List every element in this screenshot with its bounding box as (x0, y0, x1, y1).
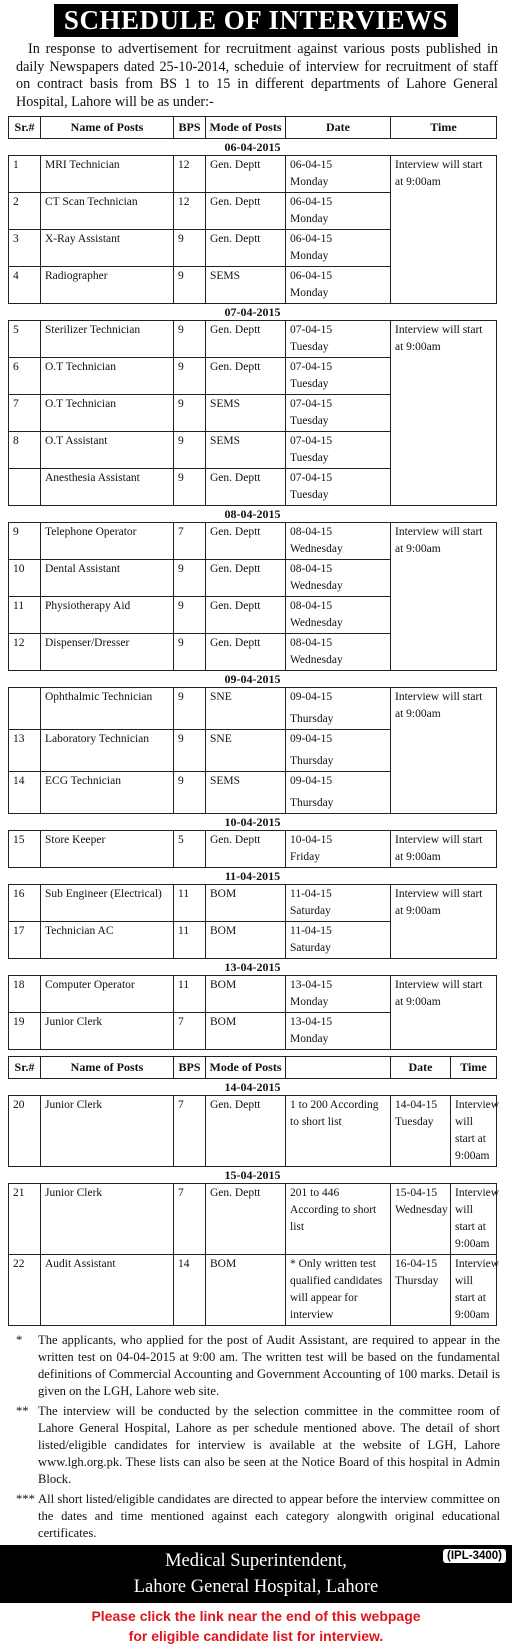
mode-cell: Gen. Deptt (206, 560, 286, 597)
date-group-label: 09-04-2015 (224, 672, 281, 686)
date-cell (391, 1096, 451, 1167)
table-row (9, 831, 497, 868)
date-group-row (9, 139, 497, 156)
post-cell: Junior Clerk (41, 1013, 174, 1050)
day-value: Wednesday (290, 543, 343, 555)
post-cell: CT Scan Technician (41, 193, 174, 230)
date-cell (286, 358, 391, 395)
post-cell: Sub Engineer (Electrical) (41, 885, 174, 922)
table-row (9, 1255, 497, 1326)
day-value: Tuesday (290, 452, 329, 464)
signature-footer (0, 1545, 512, 1603)
sr-cell: 11 (9, 597, 41, 634)
mode-cell: Gen. Deptt (206, 597, 286, 634)
date-group-row (9, 959, 497, 976)
table-row (9, 976, 497, 1013)
date-value: 09-04-15 (290, 775, 333, 787)
time-cell: Interview will start at 9:00am (451, 1096, 497, 1167)
day-value: Tuesday (290, 378, 329, 390)
date-cell (286, 267, 391, 304)
bps-cell: 11 (174, 922, 206, 959)
bps-cell: 9 (174, 469, 206, 506)
sr-cell: 8 (9, 432, 41, 469)
mode-cell: BOM (206, 922, 286, 959)
table-row (9, 1096, 497, 1167)
mode-cell: Gen. Deptt (206, 634, 286, 671)
bps-cell: 9 (174, 560, 206, 597)
post-cell: Telephone Operator (41, 523, 174, 560)
date-group-label: 13-04-2015 (224, 960, 281, 974)
post-cell: ECG Technician (41, 772, 174, 814)
mode-cell: SEMS (206, 267, 286, 304)
bps-cell: 9 (174, 358, 206, 395)
table-row (9, 688, 497, 730)
date-cell (286, 772, 391, 814)
note-mark: ** (16, 1404, 29, 1418)
day-value: Wednesday (290, 617, 343, 629)
date-value: 09-04-15 (290, 691, 333, 703)
col-header-bps: BPS (174, 1057, 206, 1079)
notes-section (16, 1332, 500, 1542)
day-value: Monday (290, 176, 329, 188)
day-value: Tuesday (290, 415, 329, 427)
post-cell: Junior Clerk (41, 1096, 174, 1167)
note-text: All short listed/eligible candidates are directed to appear before the interview committee on the dates and time mentioned against each category alongwith original educational certificates. (38, 1492, 500, 1540)
day-value: Thursday (290, 713, 334, 725)
post-cell: Anesthesia Assistant (41, 469, 174, 506)
date-cell (286, 560, 391, 597)
note-item (16, 1403, 500, 1488)
date-value: 08-04-15 (290, 600, 333, 612)
date-value: 10-04-15 (290, 834, 333, 846)
schedule-table-2 (8, 1056, 500, 1326)
date-value: 07-04-15 (290, 435, 333, 447)
bps-cell: 7 (174, 1013, 206, 1050)
day-value: Thursday (395, 1275, 439, 1287)
bps-cell: 7 (174, 1096, 206, 1167)
note-item (16, 1332, 500, 1400)
post-cell: Technician AC (41, 922, 174, 959)
mode-cell: SNE (206, 730, 286, 772)
mode-cell: SNE (206, 688, 286, 730)
date-value: 07-04-15 (290, 398, 333, 410)
date-group-row (9, 1079, 497, 1096)
date-cell (286, 634, 391, 671)
link-notice (0, 1603, 512, 1646)
sr-cell: 1 (9, 156, 41, 193)
day-value: Wednesday (290, 580, 343, 592)
day-value: Wednesday (290, 654, 343, 666)
date-value: 08-04-15 (290, 563, 333, 575)
post-cell: Computer Operator (41, 976, 174, 1013)
col-header-date: Date (391, 1057, 451, 1079)
bps-cell: 9 (174, 267, 206, 304)
time-cell: Interview will start at 9:00am (391, 885, 497, 959)
note-item (16, 1491, 500, 1542)
post-cell: Store Keeper (41, 831, 174, 868)
bps-cell: 12 (174, 156, 206, 193)
bps-cell: 9 (174, 395, 206, 432)
col-header-post: Name of Posts (41, 1057, 174, 1079)
sr-cell: 14 (9, 772, 41, 814)
date-value: 14-04-15 (395, 1099, 438, 1111)
mode-cell: Gen. Deptt (206, 230, 286, 267)
date-cell (286, 193, 391, 230)
sr-cell (9, 469, 41, 506)
mode-cell: Gen. Deptt (206, 469, 286, 506)
mode-cell: Gen. Deptt (206, 1096, 286, 1167)
date-group-row (9, 506, 497, 523)
sr-cell (9, 688, 41, 730)
table-header-row (9, 1057, 497, 1079)
schedule-table-1 (8, 116, 497, 1050)
notice-line-2: for eligible candidate list for interview. (128, 1628, 384, 1644)
col-header-time: Time (391, 117, 497, 139)
day-value: Tuesday (290, 341, 329, 353)
col-header-post: Name of Posts (41, 117, 174, 139)
bps-cell: 11 (174, 885, 206, 922)
sr-cell: 9 (9, 523, 41, 560)
day-value: Thursday (290, 797, 334, 809)
time-cell: Interview will start at 9:00am (451, 1184, 497, 1255)
range-cell: * Only written test qualified candidates will appear for interview (286, 1255, 391, 1326)
date-group-row (9, 868, 497, 885)
col-header-range (286, 1057, 391, 1079)
date-group-label: 11-04-2015 (224, 869, 281, 883)
date-cell (286, 831, 391, 868)
date-cell (286, 321, 391, 358)
post-cell: Audit Assistant (41, 1255, 174, 1326)
day-value: Monday (290, 250, 329, 262)
date-group-label: 15-04-2015 (224, 1168, 281, 1182)
sr-cell: 13 (9, 730, 41, 772)
mode-cell: Gen. Deptt (206, 193, 286, 230)
post-cell: Physiotherapy Aid (41, 597, 174, 634)
post-cell: Radiographer (41, 267, 174, 304)
mode-cell: Gen. Deptt (206, 523, 286, 560)
date-cell (286, 885, 391, 922)
date-cell (286, 597, 391, 634)
date-cell (391, 1255, 451, 1326)
sr-cell: 2 (9, 193, 41, 230)
date-group-label: 07-04-2015 (224, 305, 281, 319)
sr-cell: 19 (9, 1013, 41, 1050)
day-value: Saturday (290, 905, 331, 917)
time-cell: Interview will start at 9:00am (391, 688, 497, 814)
post-cell: Ophthalmic Technician (41, 688, 174, 730)
date-cell (286, 432, 391, 469)
date-cell (286, 922, 391, 959)
day-value: Monday (290, 287, 329, 299)
date-cell (286, 469, 391, 506)
page-title: SCHEDULE OF INTERVIEWS (54, 4, 458, 37)
note-mark: * (16, 1333, 23, 1347)
sr-cell: 20 (9, 1096, 41, 1167)
date-value: 06-04-15 (290, 159, 333, 171)
bps-cell: 11 (174, 976, 206, 1013)
date-value: 11-04-15 (290, 888, 332, 900)
col-header-bps: BPS (174, 117, 206, 139)
post-cell: Laboratory Technician (41, 730, 174, 772)
sr-cell: 6 (9, 358, 41, 395)
bps-cell: 14 (174, 1255, 206, 1326)
notice-line-1: Please click the link near the end of this webpage (91, 1608, 421, 1624)
date-value: 09-04-15 (290, 733, 333, 745)
date-group-label: 14-04-2015 (224, 1080, 281, 1094)
date-cell (286, 395, 391, 432)
date-value: 08-04-15 (290, 637, 333, 649)
date-cell (286, 688, 391, 730)
mode-cell: Gen. Deptt (206, 1184, 286, 1255)
day-value: Friday (290, 851, 321, 863)
date-cell (286, 730, 391, 772)
bps-cell: 9 (174, 321, 206, 358)
bps-cell: 12 (174, 193, 206, 230)
time-cell: Interview will start at 9:00am (391, 523, 497, 671)
table-row (9, 156, 497, 193)
post-cell: Sterilizer Technician (41, 321, 174, 358)
post-cell: O.T Assistant (41, 432, 174, 469)
table-row (9, 885, 497, 922)
mode-cell: BOM (206, 1013, 286, 1050)
intro-paragraph: In response to advertisement for recruitment against various posts published in daily Newspapers dated 25-10-2014, scheduie of interview for recruitment of staff on contract basis from BS 1 to 15 in different departments of Lahore General Hospital, Lahore will be as under:- (16, 41, 498, 110)
date-cell (286, 976, 391, 1013)
date-group-label: 08-04-2015 (224, 507, 281, 521)
post-cell: O.T Technician (41, 395, 174, 432)
date-cell (286, 523, 391, 560)
range-cell: 201 to 446 According to short list (286, 1184, 391, 1255)
sr-cell: 16 (9, 885, 41, 922)
date-value: 07-04-15 (290, 472, 333, 484)
note-text: The interview will be conducted by the selection committee in the committee room of Lahore General Hospital, Lahore as per schedule mentioned above. The detail of short listed/eligible candidates for interview is available at the website of LGH, Lahore www.lgh.org.pk. These lists can also be seen at the Notice Board of this hospital in Admin Block. (38, 1404, 500, 1486)
table-row (9, 1184, 497, 1255)
bps-cell: 9 (174, 772, 206, 814)
footer-line-2: Lahore General Hospital, Lahore (133, 1577, 379, 1597)
title-wrap (0, 0, 512, 37)
col-header-mode: Mode of Posts (206, 117, 286, 139)
note-text: The applicants, who applied for the post of Audit Assistant, are required to appear in the written test on 04-04-2015 at 9:00 am. The written test will be based on the fundamental definitions of Commercial Accounting and Government Accounting of 100 marks. Detail is given on the LGH, Lahore web site. (38, 1333, 500, 1398)
sr-cell: 4 (9, 267, 41, 304)
date-value: 06-04-15 (290, 233, 333, 245)
mode-cell: BOM (206, 1255, 286, 1326)
note-mark: *** (16, 1492, 35, 1506)
footer-line-1: Medical Superintendent, (165, 1551, 347, 1571)
sr-cell: 15 (9, 831, 41, 868)
bps-cell: 7 (174, 1184, 206, 1255)
sr-cell: 21 (9, 1184, 41, 1255)
mode-cell: SEMS (206, 432, 286, 469)
sr-cell: 22 (9, 1255, 41, 1326)
date-group-label: 06-04-2015 (224, 140, 281, 154)
date-value: 07-04-15 (290, 361, 333, 373)
bps-cell: 9 (174, 230, 206, 267)
table-header-row (9, 117, 497, 139)
mode-cell: Gen. Deptt (206, 358, 286, 395)
date-group-row (9, 304, 497, 321)
date-cell (286, 156, 391, 193)
day-value: Wednesday (395, 1204, 448, 1216)
sr-cell: 18 (9, 976, 41, 1013)
bps-cell: 9 (174, 432, 206, 469)
date-value: 13-04-15 (290, 979, 333, 991)
post-cell: MRI Technician (41, 156, 174, 193)
day-value: Monday (290, 996, 329, 1008)
col-header-time: Time (451, 1057, 497, 1079)
date-value: 16-04-15 (395, 1258, 438, 1270)
sr-cell: 10 (9, 560, 41, 597)
col-header-date: Date (286, 117, 391, 139)
bps-cell: 9 (174, 688, 206, 730)
post-cell: X-Ray Assistant (41, 230, 174, 267)
col-header-sr: Sr.# (9, 1057, 41, 1079)
range-cell: 1 to 200 According to short list (286, 1096, 391, 1167)
date-value: 08-04-15 (290, 526, 333, 538)
time-cell: Interview will start at 9:00am (451, 1255, 497, 1326)
day-value: Tuesday (395, 1116, 434, 1128)
col-header-mode: Mode of Posts (206, 1057, 286, 1079)
date-value: 07-04-15 (290, 324, 333, 336)
table-row (9, 321, 497, 358)
post-cell: Junior Clerk (41, 1184, 174, 1255)
date-value: 06-04-15 (290, 270, 333, 282)
date-group-row (9, 814, 497, 831)
time-cell: Interview will start at 9:00am (391, 831, 497, 868)
date-value: 13-04-15 (290, 1016, 333, 1028)
bps-cell: 9 (174, 634, 206, 671)
sr-cell: 7 (9, 395, 41, 432)
sr-cell: 3 (9, 230, 41, 267)
ipl-reference-badge: (IPL-3400) (443, 1549, 506, 1563)
day-value: Monday (290, 213, 329, 225)
date-value: 06-04-15 (290, 196, 333, 208)
bps-cell: 9 (174, 730, 206, 772)
mode-cell: BOM (206, 885, 286, 922)
date-group-row (9, 671, 497, 688)
bps-cell: 7 (174, 523, 206, 560)
date-cell (391, 1184, 451, 1255)
date-group-row (9, 1167, 497, 1184)
bps-cell: 5 (174, 831, 206, 868)
mode-cell: Gen. Deptt (206, 831, 286, 868)
sr-cell: 12 (9, 634, 41, 671)
bps-cell: 9 (174, 597, 206, 634)
sr-cell: 17 (9, 922, 41, 959)
mode-cell: SEMS (206, 772, 286, 814)
date-cell (286, 1013, 391, 1050)
time-cell: Interview will start at 9:00am (391, 976, 497, 1050)
mode-cell: SEMS (206, 395, 286, 432)
date-group-label: 10-04-2015 (224, 815, 281, 829)
day-value: Saturday (290, 942, 331, 954)
day-value: Thursday (290, 755, 334, 767)
day-value: Monday (290, 1033, 329, 1045)
time-cell: Interview will start at 9:00am (391, 156, 497, 304)
post-cell: O.T Technician (41, 358, 174, 395)
mode-cell: Gen. Deptt (206, 156, 286, 193)
mode-cell: BOM (206, 976, 286, 1013)
table-row (9, 523, 497, 560)
col-header-sr: Sr.# (9, 117, 41, 139)
date-cell (286, 230, 391, 267)
time-cell: Interview will start at 9:00am (391, 321, 497, 506)
date-value: 15-04-15 (395, 1187, 438, 1199)
mode-cell: Gen. Deptt (206, 321, 286, 358)
post-cell: Dispenser/Dresser (41, 634, 174, 671)
post-cell: Dental Assistant (41, 560, 174, 597)
day-value: Tuesday (290, 489, 329, 501)
date-value: 11-04-15 (290, 925, 332, 937)
sr-cell: 5 (9, 321, 41, 358)
